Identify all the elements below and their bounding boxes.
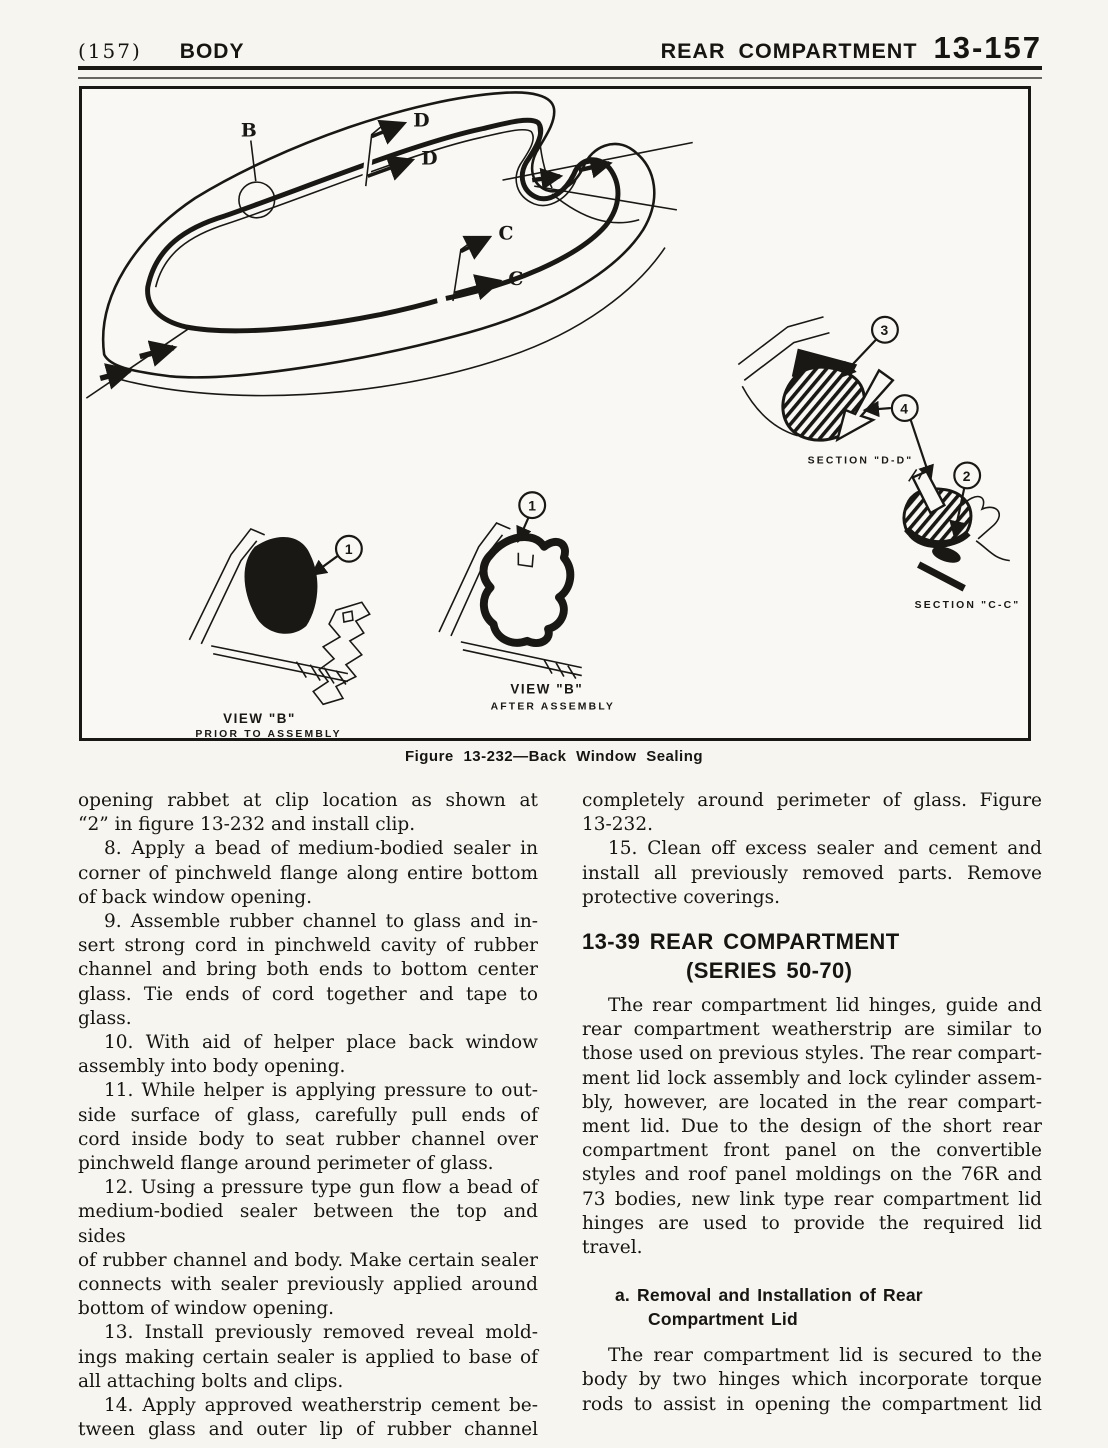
text-line: rods to assist in opening the compartment lid	[582, 1393, 1042, 1415]
text-line: of rubber channel and body. Make certain sealer	[78, 1249, 538, 1271]
callout-2: 2	[962, 467, 971, 484]
figure-drawing	[82, 89, 1028, 738]
text-line: bly, however, are located in the rear compart-	[582, 1091, 1042, 1113]
paragraph	[78, 1321, 538, 1394]
text-line: pinchweld flange around perimeter of glass.	[78, 1153, 494, 1175]
detail-section-cc	[904, 463, 1020, 612]
text-line: The rear compartment lid is secured to the	[608, 1345, 1042, 1367]
text-line: medium-bodied sealer between the top and sides	[78, 1201, 538, 1247]
paragraph	[582, 1344, 1042, 1417]
label-b-text: B	[240, 119, 257, 142]
text-line: glass.	[78, 1007, 132, 1029]
paragraph	[78, 1176, 538, 1321]
label-d-upper: D	[413, 109, 430, 132]
paragraph	[582, 789, 1042, 837]
page-number: (157)	[78, 39, 142, 63]
view-b-prior-title: VIEW "B"	[223, 711, 296, 727]
text-line: connects with sealer previously applied around	[78, 1274, 538, 1296]
paragraph	[78, 1394, 538, 1442]
text-line: 14. Apply approved weatherstrip cement be-	[104, 1395, 538, 1417]
section-line-dd	[366, 110, 438, 186]
paragraph	[78, 789, 538, 837]
callout-1-prior: 1	[344, 541, 353, 558]
text-line: sert strong cord in pinchweld cavity of rubber	[78, 935, 538, 957]
callout-1-after: 1	[528, 497, 536, 514]
text-line: bottom of window opening.	[78, 1298, 335, 1320]
text-line: 10. With aid of helper place back window	[104, 1032, 538, 1054]
view-b-after-title: VIEW "B"	[510, 681, 584, 697]
text-line: Compartment Lid	[648, 1309, 798, 1330]
paragraph	[78, 1031, 538, 1079]
text-line: glass. Tie ends of cord together and tape to	[78, 983, 538, 1005]
label-d-lower: D	[421, 147, 438, 170]
body-columns	[78, 789, 1042, 1442]
text-line: those used on previous styles. The rear compart-	[582, 1043, 1042, 1065]
text-line: 8. Apply a bead of medium-bodied sealer in	[104, 838, 538, 860]
paragraph	[582, 837, 1042, 910]
text-line: a. Removal and Installation of Rear	[615, 1285, 923, 1306]
text-line: completely around perimeter of glass. Figure	[582, 790, 1042, 811]
back-window-outline	[86, 92, 692, 398]
text-line: styles and roof panel moldings on the 76R and	[582, 1164, 1042, 1186]
view-b-prior	[189, 529, 369, 738]
view-b-prior-sub: PRIOR TO ASSEMBLY	[195, 729, 342, 738]
text-line: corner of pinchweld flange along entire bottom	[78, 862, 538, 884]
text-line: 11. While helper is applying pressure to out-	[104, 1080, 538, 1102]
text-line: ment lid. Due to the design of the short rear	[582, 1116, 1042, 1138]
callout-3: 3	[880, 322, 889, 339]
text-line: opening rabbet at clip location as shown at	[78, 790, 538, 811]
text-line: The rear compartment lid hinges, guide and	[608, 995, 1042, 1017]
view-b-after-sub: AFTER ASSEMBLY	[490, 701, 616, 713]
text-line: body by two hinges which incorporate torque	[582, 1369, 1042, 1391]
detail-section-dd	[738, 317, 930, 479]
text-line: (SERIES 50-70)	[686, 958, 853, 984]
text-line: 12. Using a pressure type gun flow a bead of	[104, 1177, 538, 1199]
text-line: travel.	[582, 1237, 643, 1259]
text-line: compartment front panel on the convertible	[582, 1140, 1042, 1162]
header-left	[78, 39, 244, 64]
callout-4: 4	[900, 400, 909, 417]
paragraph	[78, 1079, 538, 1176]
text-line: 13-39 REAR COMPARTMENT	[582, 929, 900, 955]
text-line: 73 bodies, new link type rear compartment lid	[582, 1188, 1042, 1210]
label-c-upper: C	[498, 222, 514, 245]
paragraph	[78, 910, 538, 1031]
text-line: protective coverings.	[582, 886, 780, 908]
paragraph	[582, 994, 1042, 1260]
section-heading	[582, 1283, 1042, 1331]
paragraph	[78, 837, 538, 910]
section-line-cc	[439, 223, 523, 307]
text-line: of back window opening.	[78, 886, 312, 908]
section-title: BODY	[179, 40, 245, 63]
text-line: ings making certain sealer is applied to base of	[78, 1346, 538, 1368]
text-line: ment lid lock assembly and lock cylinder assem-	[582, 1067, 1042, 1089]
figure-caption: Figure 13-232—Back Window Sealing	[404, 748, 704, 765]
label-c-lower: C	[508, 268, 524, 291]
text-line: 13-232.	[582, 814, 653, 836]
section-dd-label: SECTION "D-D"	[807, 455, 914, 467]
text-line: hinges are used to provide the required lid	[582, 1212, 1042, 1234]
text-line: cord inside body to seat rubber channel over	[78, 1128, 538, 1150]
text-line: tween glass and outer lip of rubber channel	[78, 1419, 538, 1441]
text-line: channel and bring both ends to bottom center	[78, 959, 538, 981]
text-line: install all previously removed parts. Remove	[582, 862, 1042, 884]
text-line: 9. Assemble rubber channel to glass and in-	[104, 911, 538, 933]
column-left	[78, 789, 538, 1442]
text-line: assembly into body opening.	[78, 1056, 346, 1078]
chapter-title: REAR COMPARTMENT	[660, 39, 918, 63]
text-line: side surface of glass, carefully pull ends of	[78, 1104, 538, 1126]
figure-panel	[79, 86, 1031, 741]
header-right	[661, 30, 1042, 66]
text-line: all attaching bolts and clips.	[78, 1370, 344, 1392]
section-cc-label: SECTION "C-C"	[914, 600, 1021, 612]
column-right	[582, 789, 1042, 1442]
text-line: 13. Install previously removed reveal mold-	[104, 1322, 538, 1344]
section-heading	[582, 927, 1042, 985]
header-rule	[78, 66, 1042, 79]
view-b-after	[439, 492, 615, 712]
text-line: rear compartment weatherstrip are similar to	[582, 1019, 1042, 1041]
text-line: 15. Clean off excess sealer and cement and	[608, 838, 1042, 860]
page-header	[78, 30, 1042, 64]
text-line: “2” in figure 13-232 and install clip.	[78, 814, 416, 836]
page-code: 13-157	[933, 30, 1042, 65]
